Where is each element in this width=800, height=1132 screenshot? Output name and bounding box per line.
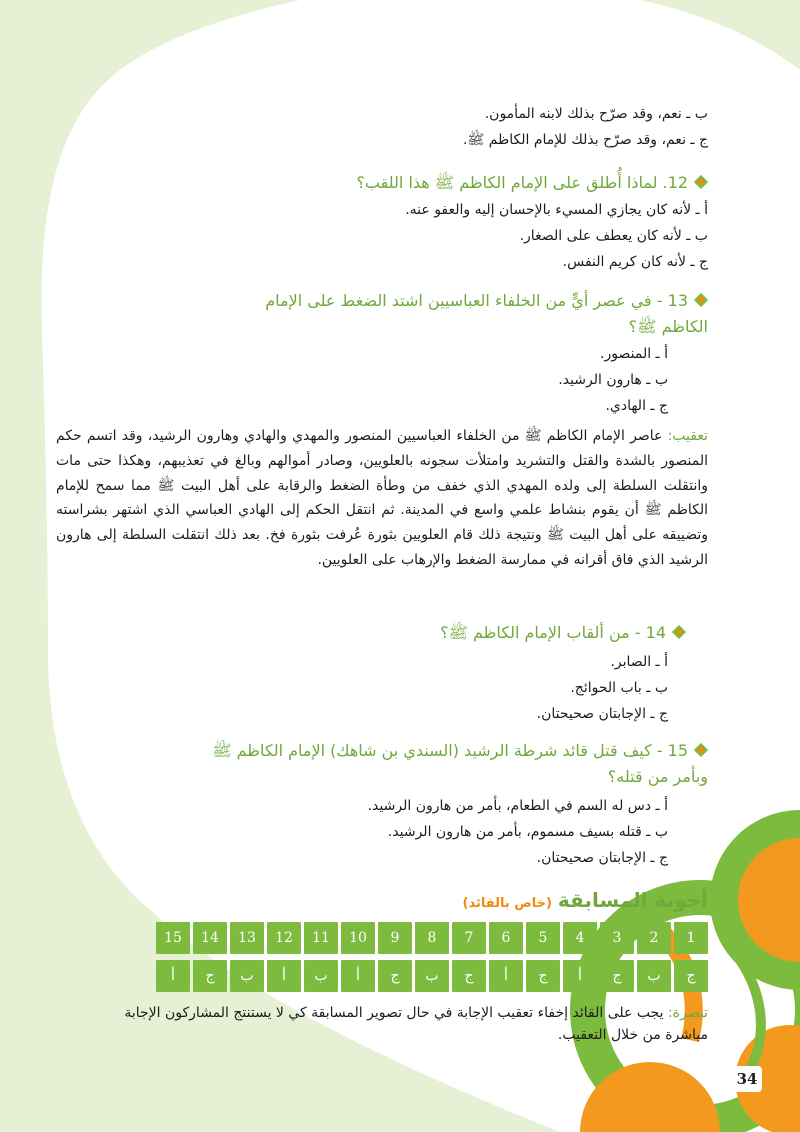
page-number: 34	[732, 1066, 762, 1092]
answer-letter-cell: ب	[304, 960, 338, 992]
flower-bullet-icon	[694, 175, 708, 189]
answer-letter-cell: ج	[526, 960, 560, 992]
answer-letter-cell: ب	[230, 960, 264, 992]
q12-option-c: ج ـ لأنه كان كريم النفس.	[562, 254, 708, 270]
answer-number-cell: 10	[341, 922, 375, 954]
flower-bullet-icon	[672, 625, 686, 639]
note-text: يجب على القائد إخفاء تعقيب الإجابة في حال تصوير المسابقة كي لا يستنتج المشاركون الإجابة مباشرة من خلال التعقيب.	[124, 1005, 708, 1043]
note-paragraph	[108, 1002, 708, 1046]
q13-question	[265, 290, 708, 312]
answer-letter-cell: أ	[341, 960, 375, 992]
q13-option-c: ج ـ الهادي.	[605, 398, 668, 414]
q12-question-text: 12. لماذا أُطلق على الإمام الكاظم ﷺ هذا اللقب؟	[356, 173, 688, 192]
answer-letter-cell: ج	[193, 960, 227, 992]
q14-question-text: 14 - من ألقاب الإمام الكاظم ﷺ؟	[440, 623, 666, 642]
q15-question-line1: 15 - كيف قتل قائد شرطة الرشيد (السندي بن شاهك) الإمام الكاظم ﷺ	[212, 741, 688, 760]
answer-number-cell: 13	[230, 922, 264, 954]
q13-question-line2: الكاظم ﷺ؟	[628, 317, 708, 336]
q13-option-a: أ ـ المنصور.	[600, 346, 668, 362]
answers-numbers-row	[150, 922, 708, 954]
answer-number-cell: 1	[674, 922, 708, 954]
answer-letter-cell: ب	[637, 960, 671, 992]
answer-letter-cell: أ	[563, 960, 597, 992]
answer-number-cell: 8	[415, 922, 449, 954]
comment-label: تعقيب:	[667, 428, 709, 444]
q15-question-line2: وبأمر من قتله؟	[607, 767, 708, 786]
q12-question	[356, 172, 708, 194]
answer-letter-cell: أ	[489, 960, 523, 992]
top-right-wave	[640, 0, 800, 70]
answer-number-cell: 6	[489, 922, 523, 954]
answer-letter-cell: ج	[600, 960, 634, 992]
answers-table	[150, 922, 708, 998]
answer-number-cell: 9	[378, 922, 412, 954]
answer-letter-cell: ب	[415, 960, 449, 992]
answer-letter-cell: ج	[452, 960, 486, 992]
q14-option-c: ج ـ الإجابتان صحيحتان.	[536, 706, 668, 722]
flower-bullet-icon	[694, 293, 708, 307]
answer-letter-cell: أ	[156, 960, 190, 992]
q12-option-a: أ ـ لأنه كان يجازي المسيء بالإحسان إليه والعفو عنه.	[405, 202, 708, 218]
answer-letter-cell: أ	[267, 960, 301, 992]
answer-number-cell: 15	[156, 922, 190, 954]
answer-number-cell: 7	[452, 922, 486, 954]
answer-letter-cell: ج	[378, 960, 412, 992]
answer-number-cell: 5	[526, 922, 560, 954]
comment-paragraph	[56, 424, 708, 573]
answer-letter-cell: ج	[674, 960, 708, 992]
q11-option-c: ج ـ نعم، وقد صرّح بذلك للإمام الكاظم ﷺ.	[462, 132, 708, 148]
q15-question	[212, 740, 708, 762]
answer-number-cell: 11	[304, 922, 338, 954]
answer-number-cell: 3	[600, 922, 634, 954]
q12-option-b: ب ـ لأنه كان يعطف على الصغار.	[519, 228, 708, 244]
q15-option-c: ج ـ الإجابتان صحيحتان.	[536, 850, 668, 866]
answer-number-cell: 12	[267, 922, 301, 954]
q15-option-b: ب ـ قتله بسيف مسموم، بأمر من هارون الرشيد.	[387, 824, 668, 840]
q14-option-b: ب ـ باب الحوائج.	[570, 680, 668, 696]
q14-question	[440, 622, 686, 644]
answers-letters-row	[150, 960, 708, 992]
answers-title-text: أجوبة المسابقة	[557, 888, 708, 912]
q14-option-a: أ ـ الصابر.	[610, 654, 668, 670]
answer-number-cell: 14	[193, 922, 227, 954]
q11-option-b: ب ـ نعم، وقد صرّح بذلك لابنه المأمون.	[484, 106, 708, 122]
comment-text: عاصر الإمام الكاظم ﷺ من الخلفاء العباسيين المنصور والمهدي والهادي وهارون الرشيد، وقد اتسم حكم المنصور بالشدة والقتل والتشريد وامتلأت سجونه بالعلويين، وصادر أموالهم وبالغ في تعذيبهم، وهكذا حتى مات وانتقلت السلطة إلى ولده المهدي الذي خفف من وطأة الضغط والرقابة على أهل البيت ﷺ مما سمح للإمام الكاظم ﷺ أن يقوم بنشاط علمي واسع في المدينة. ثم انتقل الحكم إلى الهادي العباسي الذي اشتهر بشراسته وتضييقه على أهل البيت ﷺ ونتيجة ذلك قام العلويين بثورة عُرفت بثورة فخ. بعد ذلك انتقلت السلطة إلى هارون الرشيد الذي فاق أقرانه في ممارسة الضغط والإرهاب على العلويين.	[56, 428, 708, 568]
answer-number-cell: 4	[563, 922, 597, 954]
answers-subtitle: (خاص بالقائد)	[462, 896, 552, 911]
flower-bullet-icon	[694, 743, 708, 757]
q13-question-line1: 13 - في عصر أيٍّ من الخلفاء العباسيين اشتد الضغط على الإمام	[265, 291, 688, 310]
answers-title	[463, 888, 709, 912]
q15-option-a: أ ـ دس له السم في الطعام، بأمر من هارون الرشيد.	[367, 798, 668, 814]
answer-number-cell: 2	[637, 922, 671, 954]
q13-option-b: ب ـ هارون الرشيد.	[558, 372, 668, 388]
note-label: تبصرة:	[667, 1005, 708, 1021]
